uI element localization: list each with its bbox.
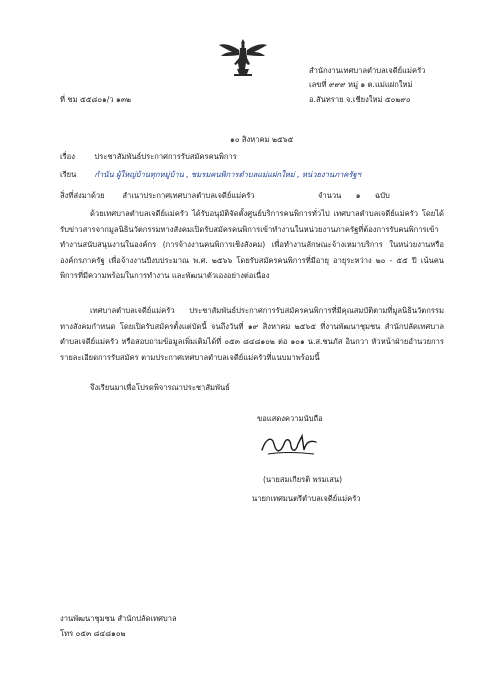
- enclosure-qty-label: จำนวน: [318, 191, 342, 200]
- document-date: ๑๐ สิงหาคม ๒๕๖๕: [230, 135, 294, 144]
- subject-value: ประชาสัมพันธ์ประกาศการรับสมัครคนพิการ: [94, 152, 237, 161]
- signer-title: นายกเทศมนตรีตำบลเจดีย์แม่ครัว: [252, 494, 361, 503]
- signer-name: (นายสมเกียรติ พรมเสน): [263, 475, 343, 484]
- enclosure-count: [318, 190, 402, 201]
- issuer-street: เลขที่ ๙๙๙ หมู่ ๑ ต.แม่แฝกใหม่: [309, 80, 413, 90]
- enclosure-label: สิ่งที่ส่งมาด้วย: [60, 191, 105, 200]
- enclosure-line: [60, 190, 255, 201]
- enclosure-unit: ฉบับ: [375, 191, 390, 200]
- recipient-value: กำนัน ผู้ใหญ่บ้านทุกหมู่บ้าน , ชมรมคนพิการตำบลแม่แฝกใหม่ , หน่วยงานภาครัฐฯ: [94, 170, 362, 179]
- signature-icon: [258, 430, 320, 460]
- enclosure-qty: ๑: [355, 191, 361, 200]
- subject-label: เรื่อง: [60, 152, 75, 161]
- garuda-emblem-icon: [218, 37, 268, 77]
- body-paragraph-2: เทศบาลตำบลเจดีย์แม่ครัว ประชาสัมพันธ์ประกาศการรับสมัครคนพิการที่มีคุณสมบัติตามที่มูลนิธินวัตกรรมทางสังคมกำหนด โดยเปิดรับสมัครตั้งแต่บัดนี้ จนถึงวันที่ ๑๙ สิงหาคม ๒๕๖๕ ที่งานพัฒนาชุมชน สำนักปลัดเทศบาลตำบลเจดีย์แม่ครัว หรือสอบถามข้อมูลเพิ่มเติมได้ที่ ๐๕๓ ๘๔๘๑๐๒ ต่อ ๑๐๑ น.ส.ชนภัส อินกวา หัวหน้าฝ่ายอำนวยการ รายละเอียดการรับสมัคร ตามประกาศเทศบาลตำบลเจดีย์แม่ครัวที่แนบมาพร้อมนี้: [60, 306, 444, 362]
- enclosure-value: สำเนาประกาศเทศบาลตำบลเจดีย์แม่ครัว: [122, 191, 255, 200]
- recipient-label: เรียน: [60, 170, 77, 179]
- closing-phrase: ขอแสดงความนับถือ: [257, 414, 323, 423]
- recipient-line: [60, 169, 361, 180]
- footer-department: งานพัฒนาชุมชน สำนักปลัดเทศบาล: [60, 614, 177, 623]
- issuer-office: สำนักงานเทศบาลตำบลเจดีย์แม่ครัว: [309, 66, 426, 75]
- document-number: ที่ ชม ๕๕๘๐๑/ว ๑๓๒: [60, 95, 132, 104]
- body-paragraph-1: ด้วยเทศบาลตำบลเจดีย์แม่ครัว ได้รับอนุมัติจัดตั้งศูนย์บริการคนพิการทั่วไป เทศบาลตำบลเจดีย์แม่ครัว โดยได้รับข่าวสารจากมูลนิธินวัตกรรมทางสังคมเปิดรับสมัครคนพิการเข้าทำงานในหน่วยงานภาครัฐที่ต้องการรับคนพิการเข้าทำงานสนับสนุนงานในองค์กร (การจ้างงานคนพิการเชิงสังคม) เพื่อทำงานลักษณะจ้างเหมาบริการ ในหน่วยงานหรือองค์กรภาครัฐ เพื่อจ้างงานปีงบประมาณ พ.ศ. ๒๕๖๖ โดยรับสมัครคนพิการที่มีอายุ อายุระหว่าง ๒๐ - ๕๕ ปี เน้นคนพิการที่มีความพร้อมในการทำงาน และพัฒนาตัวเองอย่างต่อเนื่อง: [60, 209, 444, 281]
- body-paragraph-3: จึงเรียนมาเพื่อโปรดพิจารณาประชาสัมพันธ์: [90, 383, 230, 392]
- issuer-district: อ.สันทราย จ.เชียงใหม่ ๕๐๒๙๐: [309, 94, 411, 104]
- subject-line: [60, 151, 237, 162]
- footer-phone: โทร ๐๕๓ ๘๔๘๑๐๒: [60, 629, 126, 638]
- issuer-address: [309, 64, 425, 107]
